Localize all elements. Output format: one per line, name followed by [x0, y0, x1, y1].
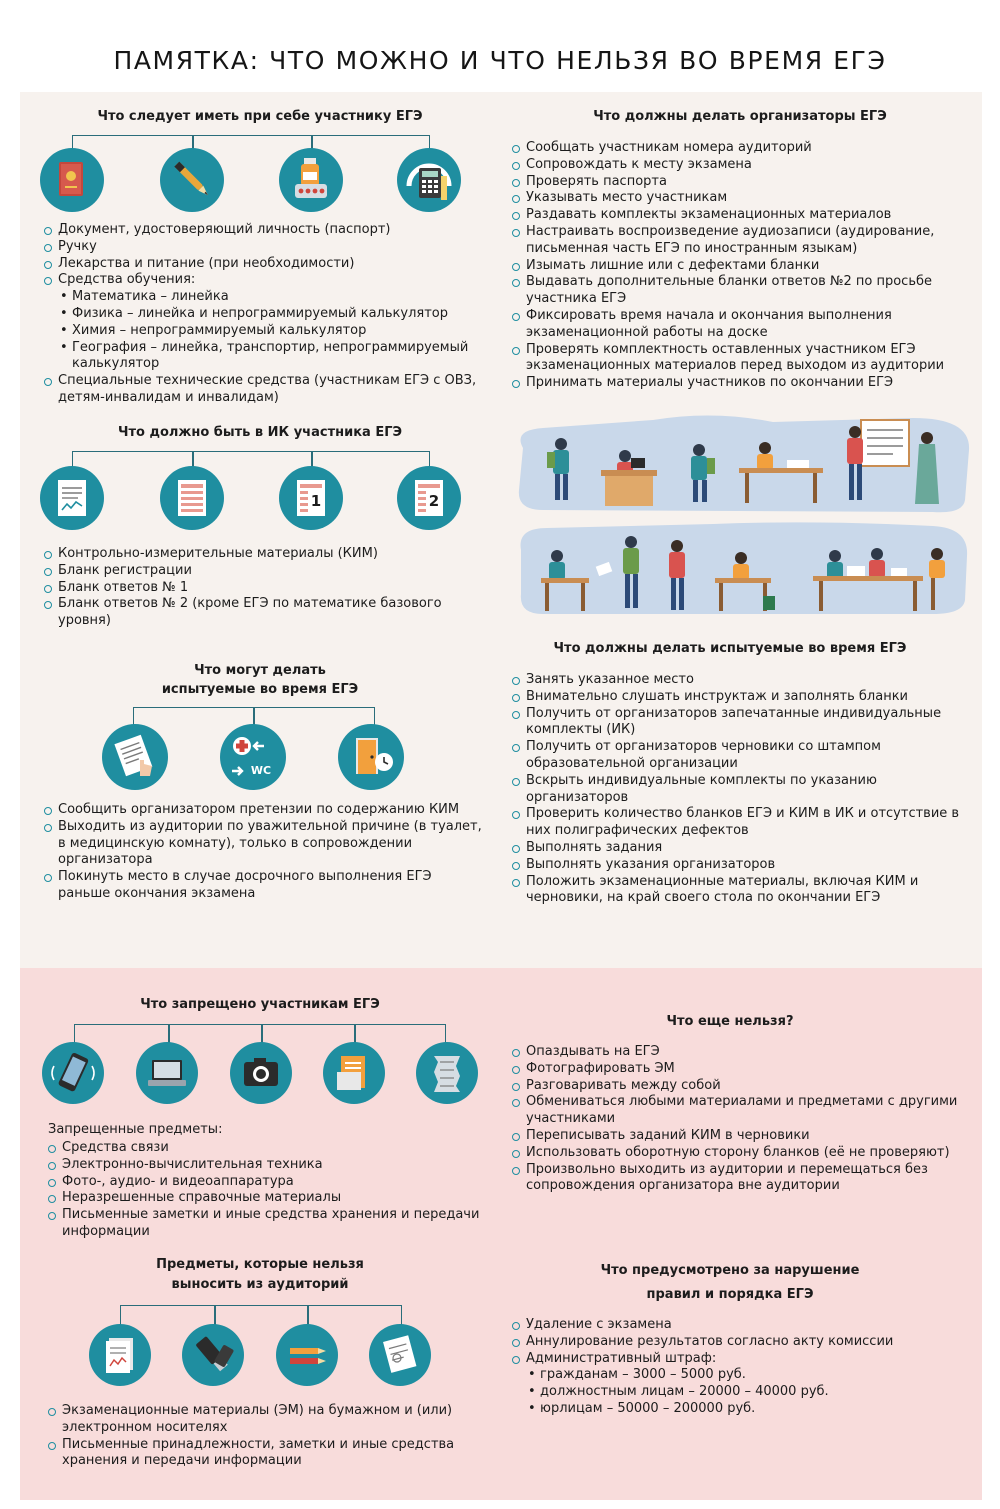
organizers-heading: Что должны делать организаторы ЕГЭ: [593, 109, 887, 124]
list-item: Документ, удостоверяющий личность (паспорт): [44, 222, 484, 239]
list-item: Изымать лишние или с дефектами бланки: [512, 258, 972, 275]
list-item: Проверить количество бланков ЕГЭ и КИМ в ИК и отсутствие в них полиграфических дефектов: [512, 806, 972, 840]
must-heading: Что должны делать испытуемые во время ЕГЭ: [553, 641, 907, 656]
else-heading: Что еще нельзя?: [666, 1014, 794, 1029]
list-item: Разговаривать между собой: [512, 1078, 972, 1095]
first-aid-wc-icon: [220, 724, 286, 790]
can-list: [44, 802, 484, 903]
complaint-document-icon: [102, 724, 168, 790]
ik-heading: Что должно быть в ИК участника ЕГЭ: [117, 425, 403, 440]
exam-papers-icon: [89, 1324, 151, 1386]
list-item: Удаление с экзамена: [512, 1317, 972, 1334]
medicine-icon: [279, 148, 343, 212]
list-item: Сопровождать к месту экзамена: [512, 157, 972, 174]
list-item: Проверять паспорта: [512, 174, 972, 191]
flash-drive-icon: [182, 1324, 244, 1386]
list-item: Сообщать участникам номера аудиторий: [512, 140, 972, 157]
list-item: Средства связи: [48, 1140, 488, 1157]
page-title: ПАМЯТКА: ЧТО МОЖНО И ЧТО НЕЛЬЗЯ ВО ВРЕМЯ ЕГЭ: [113, 46, 887, 75]
list-item: Фото-, аудио- и видеоаппаратура: [48, 1174, 488, 1191]
wc-label: WC: [250, 764, 272, 777]
list-item: Средства обучения: • Математика – линейка • Физика – линейка и непрограммируемый калькулятор • Химия – непрограммируемый калькулятор • География – линейка, транспортир, непрограммируемый калькулятор: [44, 272, 484, 373]
list-item: Получить от организаторов запечатанные индивидуальные комплекты (ИК): [512, 706, 972, 740]
list-item: • Физика – линейка и непрограммируемый калькулятор: [60, 306, 484, 323]
calculator-ruler-icon: [397, 148, 461, 212]
list-item: • юрлицам – 50000 – 200000 руб.: [528, 1401, 972, 1418]
forbidden-intro: Запрещенные предметы:: [48, 1122, 223, 1137]
list-item: Фиксировать время начала и окончания выполнения экзаменационной работы на доске: [512, 308, 972, 342]
list-item: Электронно-вычислительная техника: [48, 1157, 488, 1174]
takeout-bracket: [120, 1305, 402, 1325]
registration-form-icon: [160, 466, 224, 530]
list-item: Принимать материалы участников по окончании ЕГЭ: [512, 375, 972, 392]
takeout-list: [48, 1403, 488, 1470]
carry-heading: Что следует иметь при себе участнику ЕГЭ: [97, 109, 423, 124]
list-item: Неразрешенные справочные материалы: [48, 1190, 488, 1207]
ik-list: [44, 546, 464, 630]
phone-icon: [42, 1042, 104, 1104]
exit-door-clock-icon: [338, 724, 404, 790]
list-item: Проверять комплектность оставленных участником ЕГЭ экзаменационных материалов перед выходом из аудитории: [512, 342, 972, 376]
pencils-icon: [276, 1324, 338, 1386]
list-item: Лекарства и питание (при необходимости): [44, 256, 484, 273]
list-item: Вскрыть индивидуальные комплекты по указанию организаторов: [512, 773, 972, 807]
kim-document-icon: [40, 466, 104, 530]
list-item: Опаздывать на ЕГЭ: [512, 1044, 972, 1061]
ik-bracket: [72, 451, 430, 467]
list-item: Раздавать комплекты экзаменационных материалов: [512, 207, 972, 224]
list-item: Занять указанное место: [512, 672, 972, 689]
list-item: Положить экзаменационные материалы, включая КИМ и черновики, на край своего стола по окончании ЕГЭ: [512, 874, 972, 908]
list-item: Обмениваться любыми материалами и предметами с другими участниками: [512, 1094, 972, 1128]
list-item: • гражданам – 3000 – 5000 руб.: [528, 1367, 972, 1384]
must-list: [512, 672, 972, 907]
form-number-2: 2: [428, 492, 440, 510]
list-item: Специальные технические средства (участникам ЕГЭ с ОВЗ, детям-инвалидам и инвалидам): [44, 373, 484, 407]
passport-icon: [40, 148, 104, 212]
list-item: Экзаменационные материалы (ЭМ) на бумажном и (или) электронном носителях: [48, 1403, 488, 1437]
else-list: [512, 1044, 972, 1195]
answer-form-1-icon: [279, 466, 343, 530]
takeout-heading: Предметы, которые нельзя выносить из аудиторий: [156, 1257, 364, 1292]
exam-room-illustration-top: [513, 410, 971, 514]
list-item: Ручку: [44, 239, 484, 256]
can-heading: Что могут делать испытуемые во время ЕГЭ: [161, 663, 359, 697]
list-item: Выполнять указания организаторов: [512, 857, 972, 874]
carry-list: [44, 222, 484, 407]
forbidden-list: [48, 1140, 488, 1241]
list-item: Внимательно слушать инструктаж и заполнять бланки: [512, 689, 972, 706]
list-item: Фотографировать ЭМ: [512, 1061, 972, 1078]
list-item: Выходить из аудитории по уважительной причине (в туалет, в медицинскую комнату), только в сопровождении организатора: [44, 819, 484, 869]
answer-form-2-icon: [397, 466, 461, 530]
list-item: Переписывать заданий КИМ в черновики: [512, 1128, 972, 1145]
carry-bracket: [72, 135, 430, 149]
list-item: Настраивать воспроизведение аудиозаписи (аудирование, письменная часть ЕГЭ по иностранным языкам): [512, 224, 972, 258]
list-item: Произвольно выходить из аудитории и перемещаться без сопровождения организатора вне аудитории: [512, 1162, 972, 1196]
list-item: Покинуть место в случае досрочного выполнения ЕГЭ раньше окончания экзамена: [44, 869, 484, 903]
list-item: Сообщить организатором претензии по содержанию КИМ: [44, 802, 484, 819]
list-item: • Математика – линейка: [60, 289, 484, 306]
list-item: Контрольно-измерительные материалы (КИМ): [44, 546, 464, 563]
list-item: Письменные принадлежности, заметки и иные средства хранения и передачи информации: [48, 1437, 488, 1471]
reference-books-icon: [323, 1042, 385, 1104]
forbidden-heading: Что запрещено участникам ЕГЭ: [140, 997, 380, 1012]
notes-icon: [416, 1042, 478, 1104]
forbidden-bracket: [74, 1024, 446, 1044]
camera-icon: [230, 1042, 292, 1104]
list-item: Письменные заметки и иные средства хранения и передачи информации: [48, 1207, 488, 1241]
carry-sublist: [60, 289, 484, 373]
list-item: Административный штраф: • гражданам – 3000 – 5000 руб. • должностным лицам – 20000 – 40000 руб. • юрлицам – 50000 – 200000 руб.: [512, 1351, 972, 1418]
list-item: Получить от организаторов черновики со штампом образовательной организации: [512, 739, 972, 773]
penalty-sublist: [528, 1367, 972, 1417]
crumpled-notes-icon: [369, 1324, 431, 1386]
laptop-icon: [136, 1042, 198, 1104]
exam-room-illustration-bottom: [513, 520, 971, 616]
list-item: Использовать оборотную сторону бланков (её не проверяют): [512, 1145, 972, 1162]
penalty-heading: Что предусмотрено за нарушение правил и порядка ЕГЭ: [600, 1263, 860, 1302]
list-item: Указывать место участникам: [512, 190, 972, 207]
list-item: • должностным лицам – 20000 – 40000 руб.: [528, 1384, 972, 1401]
list-item: Выполнять задания: [512, 840, 972, 857]
list-item: • Химия – непрограммируемый калькулятор: [60, 323, 484, 340]
penalty-list: [512, 1317, 972, 1418]
pen-icon: [160, 148, 224, 212]
list-item: Аннулирование результатов согласно акту комиссии: [512, 1334, 972, 1351]
list-item: Бланк ответов № 1: [44, 580, 464, 597]
list-item: Бланк ответов № 2 (кроме ЕГЭ по математике базового уровня): [44, 596, 464, 630]
form-number-1: 1: [310, 492, 322, 510]
list-item: Выдавать дополнительные бланки ответов №2 по просьбе участника ЕГЭ: [512, 274, 972, 308]
organizers-list: [512, 140, 972, 392]
list-item: • География – линейка, транспортир, непрограммируемый калькулятор: [60, 340, 484, 374]
list-item: Бланк регистрации: [44, 563, 464, 580]
